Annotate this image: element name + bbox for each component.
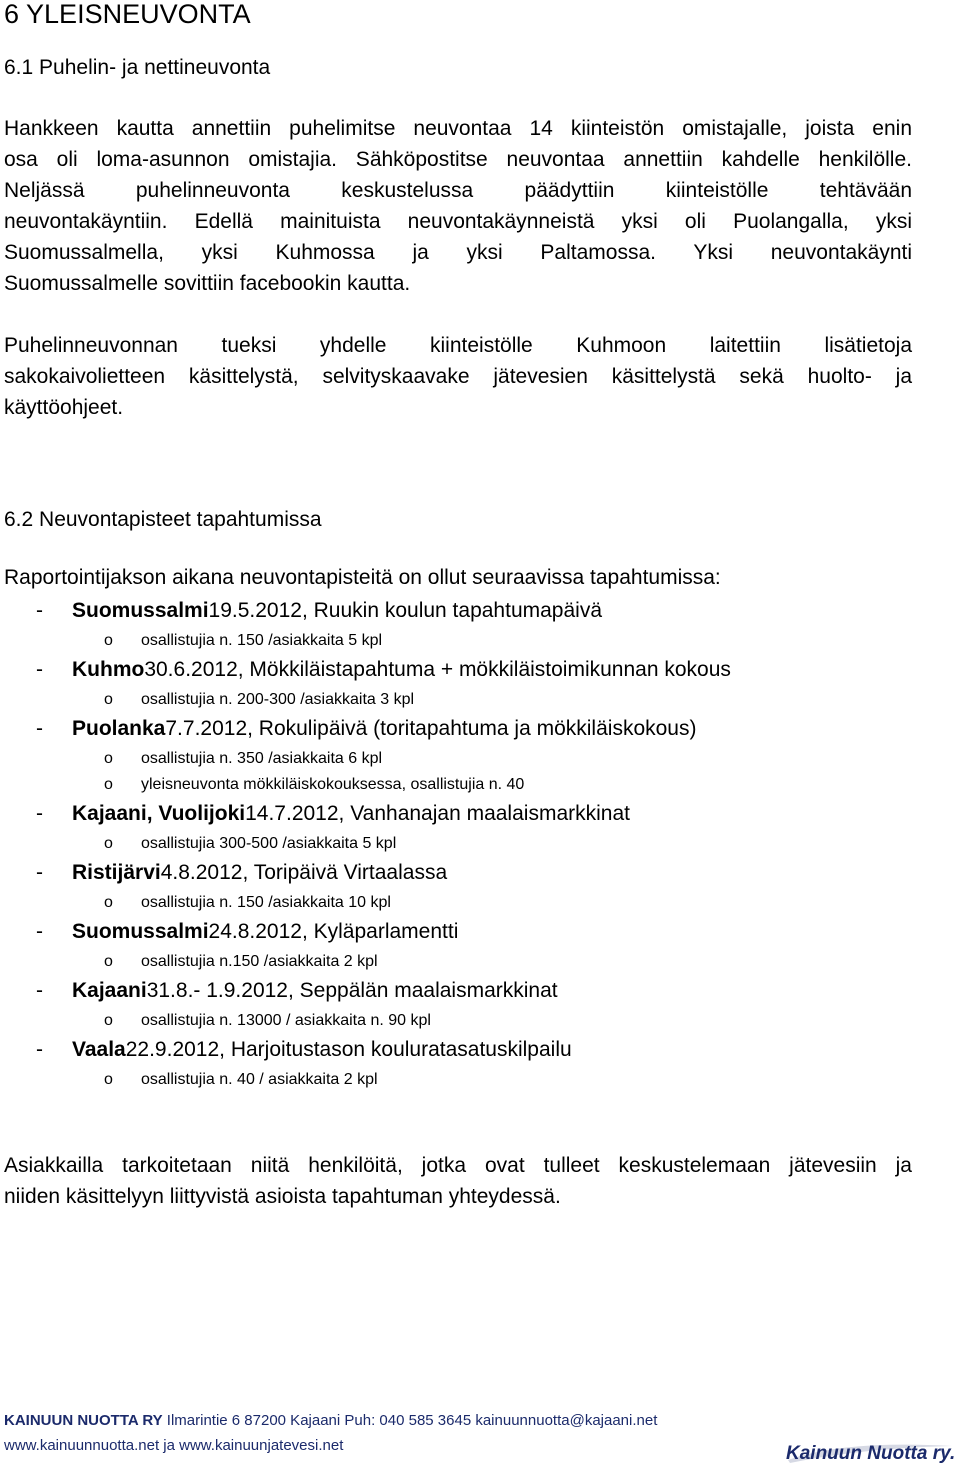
event-detail: 24.8.2012, Kyläparlamentti [208,920,459,943]
sub-marker: o [104,835,113,852]
paragraph-line: Suomussalmella, yksi Kuhmossa ja yksi Paltamossa. Yksi neuvontakäynti [4,241,912,264]
paragraph-closing [4,1150,912,1212]
event-place: Kajaani, Vuolijoki [72,802,246,825]
list-marker: - [36,1038,43,1061]
footer-websites: www.kainuunnuotta.net ja www.kainuunjatevesi.net [4,1437,344,1454]
event-participants: osallistujia n. 150 /asiakkaita 5 kpl [141,632,383,649]
event-place: Kuhmo [72,658,145,681]
event-detail: 31.8.- 1.9.2012, Seppälän maalaismarkkinat [146,979,558,1002]
event-participants: yleisneuvonta mökkiläiskokouksessa, osallistujia n. 40 [141,776,525,793]
list-marker: - [36,802,43,825]
paragraph-line: Puhelinneuvonnan tueksi yhdelle kiinteistölle Kuhmoon laitettiin lisätietoja [4,334,912,357]
event-subitem [4,775,924,801]
event-subitem [4,631,924,657]
sub-marker: o [104,953,113,970]
event-participants: osallistujia n.150 /asiakkaita 2 kpl [141,953,378,970]
event-participants: osallistujia n. 40 / asiakkaita 2 kpl [141,1071,378,1088]
sub-marker: o [104,776,113,793]
event-item [4,1037,924,1070]
footer-address: Ilmarintie 6 87200 Kajaani Puh: 040 585 3645 kainuunnuotta@kajaani.net [162,1412,658,1429]
list-marker: - [36,658,43,681]
event-detail: 14.7.2012, Vanhanajan maalaismarkkinat [245,802,630,825]
section-heading-6-1: 6.1 Puhelin- ja nettineuvonta [4,56,271,79]
event-place: Kajaani [72,979,147,1002]
footer-contact [4,1412,657,1429]
event-place: Suomussalmi [72,599,209,622]
event-subitem [4,893,924,919]
event-item [4,801,924,834]
paragraph-line: Asiakkailla tarkoitetaan niitä henkilöitä, jotka ovat tulleet keskustelemaan jätevesiin ja [4,1154,912,1177]
event-subitem [4,1011,924,1037]
event-place: Vaala [72,1038,126,1061]
event-item [4,978,924,1011]
event-subitem [4,952,924,978]
paragraph-line: neuvontakäyntiin. Edellä mainituista neuvontakäynneistä yksi oli Puolangalla, yksi [4,210,912,233]
paragraph-line: Neljässä puhelinneuvonta keskustelussa päädyttiin kiinteistölle tehtävään [4,179,912,202]
list-marker: - [36,599,43,622]
event-subitem [4,834,924,860]
sub-marker: o [104,894,113,911]
event-item [4,716,924,749]
paragraph-line: osa oli loma-asunnon omistajia. Sähköpostitse neuvontaa annettiin kahdelle henkilölle. [4,148,912,171]
event-place: Suomussalmi [72,920,209,943]
paragraph-line: niiden käsittelyyn liittyvistä asioista tapahtuman yhteydessä. [4,1185,561,1208]
event-subitem [4,690,924,716]
event-detail: 7.7.2012, Rokulipäivä (toritapahtuma ja mökkiläiskokous) [165,717,697,740]
list-marker: - [36,979,43,1002]
event-detail: 19.5.2012, Ruukin koulun tapahtumapäivä [208,599,602,622]
paragraph-line: Suomussalmelle sovittiin facebookin kautta. [4,272,411,295]
sub-marker: o [104,1071,113,1088]
list-marker: - [36,920,43,943]
footer-org-name: KAINUUN NUOTTA RY [4,1412,163,1429]
event-list [4,598,924,1096]
event-item [4,598,924,631]
event-detail: 4.8.2012, Toripäivä Virtaalassa [160,861,448,884]
paragraph-line: käyttöohjeet. [4,396,124,419]
paragraph-phone-advice [4,113,912,299]
logo-graphic [784,1438,956,1466]
event-participants: osallistujia n. 13000 / asiakkaita n. 90 kpl [141,1012,431,1029]
event-detail: 30.6.2012, Mökkiläistapahtuma + mökkiläistoimikunnan kokous [144,658,731,681]
event-item [4,657,924,690]
kainuun-nuotta-logo [784,1438,956,1466]
sub-marker: o [104,691,113,708]
event-participants: osallistujia n. 200-300 /asiakkaita 3 kpl [141,691,415,708]
logo-text: Kainuun Nuotta ry. [786,1443,956,1464]
sub-marker: o [104,750,113,767]
chapter-heading: 6 YLEISNEUVONTA [4,0,251,29]
event-place: Puolanka [72,717,166,740]
events-intro: Raportointijakson aikana neuvontapisteitä on ollut seuraavissa tapahtumissa: [4,566,721,589]
paragraph-line: Hankkeen kautta annettiin puhelimitse neuvontaa 14 kiinteistön omistajalle, joista enin [4,117,912,140]
sub-marker: o [104,1012,113,1029]
event-participants: osallistujia n. 150 /asiakkaita 10 kpl [141,894,391,911]
event-place: Ristijärvi [72,861,161,884]
list-marker: - [36,717,43,740]
paragraph-support-material [4,330,912,423]
event-detail: 22.9.2012, Harjoitustason kouluratasatuskilpailu [125,1038,572,1061]
event-participants: osallistujia 300-500 /asiakkaita 5 kpl [141,835,397,852]
event-item [4,860,924,893]
event-item [4,919,924,952]
sub-marker: o [104,632,113,649]
paragraph-line: sakokaivolietteen käsittelystä, selvityskaavake jätevesien käsittelystä sekä huolto- ja [4,365,912,388]
event-subitem [4,1070,924,1096]
event-subitem [4,749,924,775]
section-heading-6-2: 6.2 Neuvontapisteet tapahtumissa [4,508,322,531]
event-participants: osallistujia n. 350 /asiakkaita 6 kpl [141,750,383,767]
list-marker: - [36,861,43,884]
page-footer [0,1410,960,1468]
